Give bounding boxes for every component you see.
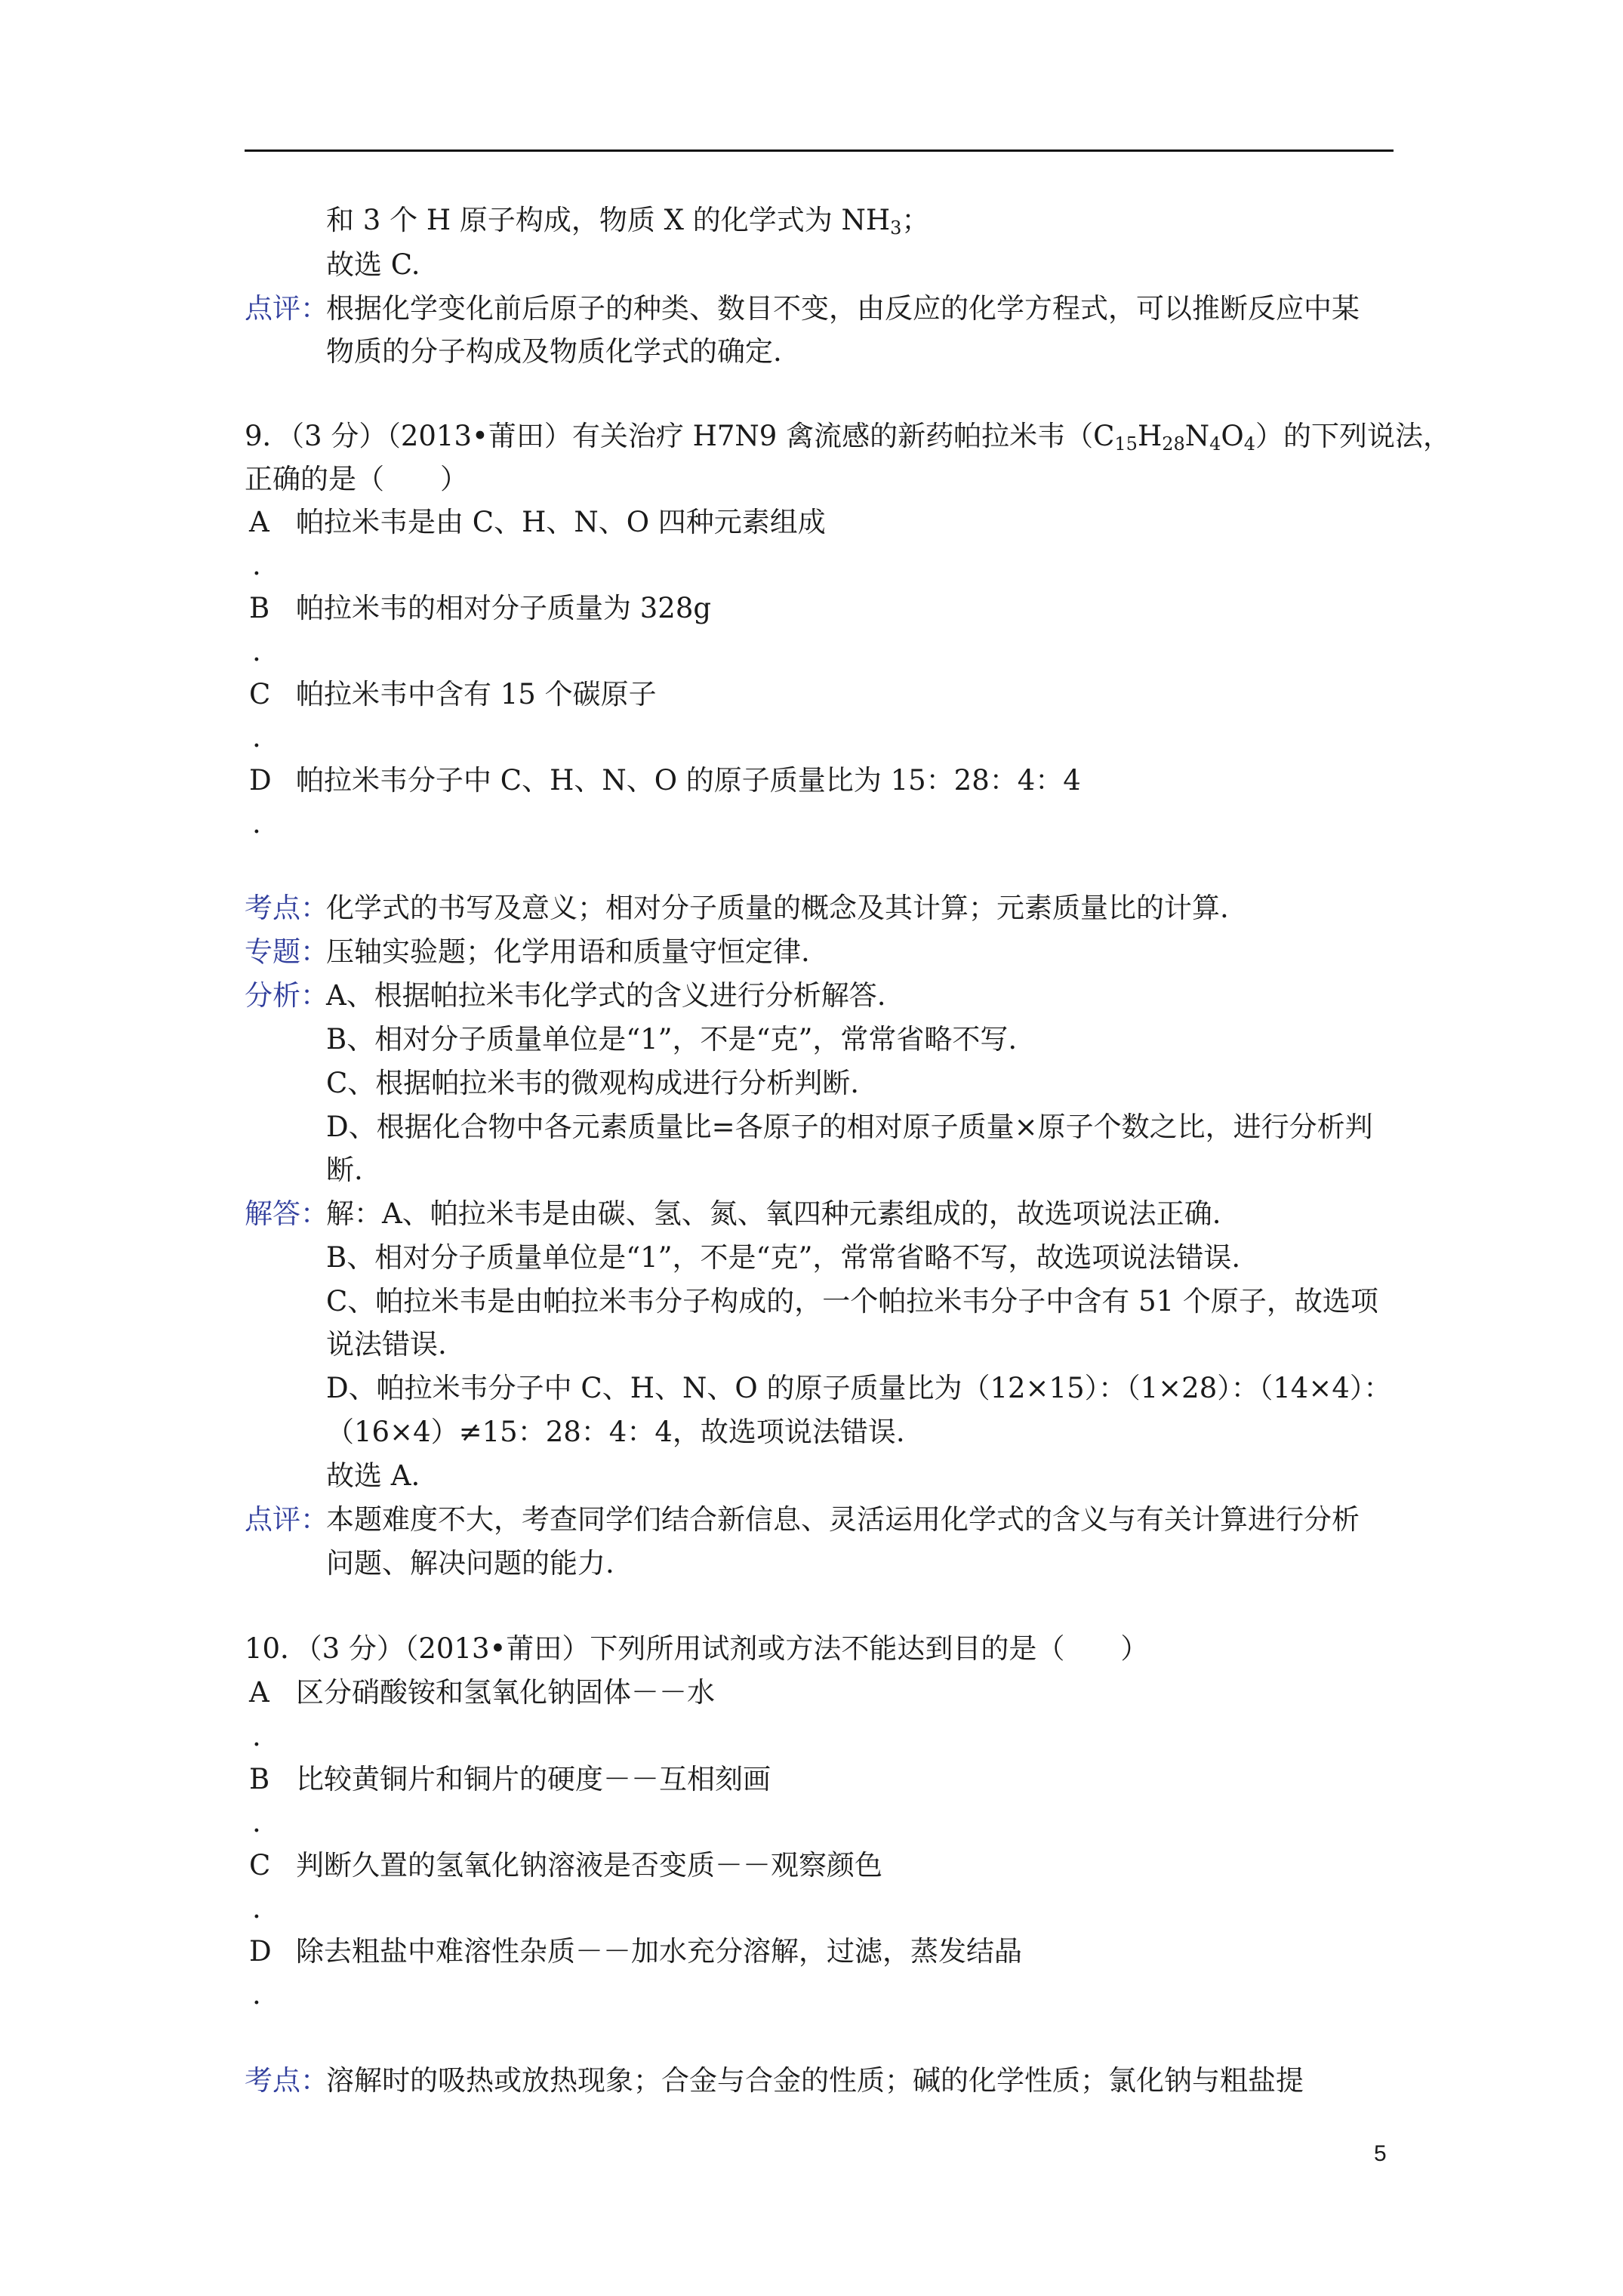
q10-option-b-text: 比较黄铜片和铜片的硬度－－互相刻画 bbox=[296, 1763, 771, 1795]
q9-kaodian-label: 考点： bbox=[245, 892, 328, 924]
q10-option-b-dot: . bbox=[252, 1806, 261, 1838]
q8-comment-line2: 物质的分子构成及物质化学式的确定. bbox=[326, 335, 782, 368]
q9-zhuanti: 压轴实验题；化学用语和质量守恒定律. bbox=[326, 935, 810, 968]
q9-fenxi-label: 分析： bbox=[245, 979, 328, 1012]
q10-kaodian: 溶解时的吸热或放热现象；合金与合金的性质；碱的化学性质；氯化钠与粗盐提 bbox=[326, 2064, 1304, 2097]
q9-jieda-line: （16×4）≠15：28：4：4，故选项说法错误. bbox=[326, 1416, 905, 1448]
q9-fenxi-line: A、根据帕拉米韦化学式的含义进行分析解答. bbox=[326, 979, 886, 1012]
q9-stem: 9．（3 分）（2013•莆田）有关治疗 H7N9 禽流感的新药帕拉米韦$(C_{15}H_{28}N_4O_4)$的下列说法， bbox=[245, 420, 1452, 455]
q9-zhuanti-label: 专题： bbox=[245, 935, 328, 968]
q9-fenxi-line: C、根据帕拉米韦的微观构成进行分析判断. bbox=[326, 1067, 860, 1099]
q8-choose: 故选 C. bbox=[326, 248, 420, 281]
q10-option-a-dot: . bbox=[252, 1720, 261, 1752]
q9-option-c-letter: C bbox=[249, 678, 271, 710]
q9-dianping-line: 问题、解决问题的能力. bbox=[326, 1547, 614, 1579]
q10-kaodian-label: 考点： bbox=[245, 2064, 328, 2097]
q10-option-d-letter: D bbox=[249, 1935, 272, 1968]
page-number: 5 bbox=[1374, 2141, 1387, 2166]
q8-comment-line1: 根据化学变化前后原子的种类、数目不变，由反应的化学方程式，可以推断反应中某 bbox=[326, 292, 1360, 325]
q10-option-b-letter: B bbox=[249, 1763, 270, 1795]
q9-jieda-line: 说法错误. bbox=[326, 1328, 447, 1361]
q9-option-c-dot: . bbox=[252, 721, 261, 754]
q9-jieda-line: D、帕拉米韦分子中 C、H、N、O 的原子质量比为（12×15）：（1×28）：（14×4）： bbox=[326, 1372, 1392, 1404]
q9-jieda-line: C、帕拉米韦是由帕拉米韦分子构成的，一个帕拉米韦分子中含有 51 个原子，故选项 bbox=[326, 1285, 1378, 1318]
q9-option-b-letter: B bbox=[249, 592, 270, 624]
q10-option-d-text: 除去粗盐中难溶性杂质－－加水充分溶解，过滤，蒸发结晶 bbox=[296, 1935, 1022, 1968]
q9-jieda-line: B、相对分子质量单位是“1”，不是“克”，常常省略不写，故选项说法错误. bbox=[326, 1241, 1241, 1274]
q9-jieda-line: 解：A、帕拉米韦是由碳、氢、氮、氧四种元素组成的，故选项说法正确. bbox=[326, 1197, 1221, 1230]
q9-option-c-text: 帕拉米韦中含有 15 个碳原子 bbox=[296, 678, 657, 710]
q9-fenxi-line: 断. bbox=[326, 1154, 363, 1186]
q9-option-d-dot: . bbox=[252, 807, 261, 840]
q10-option-c-letter: C bbox=[249, 1849, 271, 1881]
q10-option-c-dot: . bbox=[252, 1892, 261, 1925]
q9-option-a-letter: A bbox=[249, 506, 269, 538]
q10-stem: 10．（3 分）（2013•莆田）下列所用试剂或方法不能达到目的是（ ） bbox=[245, 1632, 1149, 1665]
q9-kaodian: 化学式的书写及意义；相对分子质量的概念及其计算；元素质量比的计算. bbox=[326, 892, 1229, 924]
q10-option-d-dot: . bbox=[252, 1978, 261, 2011]
q9-option-b-dot: . bbox=[252, 635, 261, 667]
q9-stem-line2: 正确的是（ ） bbox=[245, 463, 468, 495]
q9-dianping-label: 点评： bbox=[245, 1503, 328, 1536]
q9-option-a-text: 帕拉米韦是由 C、H、N、O 四种元素组成 bbox=[296, 506, 826, 538]
q9-option-b-text: 帕拉米韦的相对分子质量为 328g bbox=[296, 592, 712, 624]
q9-fenxi-line: B、相对分子质量单位是“1”，不是“克”，常常省略不写. bbox=[326, 1023, 1018, 1056]
q9-jieda-line: 故选 A. bbox=[326, 1459, 420, 1492]
q9-jieda-label: 解答： bbox=[245, 1197, 328, 1230]
q10-option-a-text: 区分硝酸铵和氢氧化钠固体－－水 bbox=[296, 1676, 715, 1709]
q8-comment-label: 点评： bbox=[245, 292, 328, 325]
header-rule bbox=[245, 149, 1394, 152]
q9-fenxi-line: D、根据化合物中各元素质量比=各原子的相对原子质量×原子个数之比，进行分析判 bbox=[326, 1111, 1373, 1143]
q9-option-d-text: 帕拉米韦分子中 C、H、N、O 的原子质量比为 15：28：4：4 bbox=[296, 764, 1081, 797]
q10-option-a-letter: A bbox=[249, 1676, 269, 1709]
q10-option-c-text: 判断久置的氢氧化钠溶液是否变质－－观察颜色 bbox=[296, 1849, 882, 1881]
q9-option-a-dot: . bbox=[252, 549, 261, 581]
q9-option-d-letter: D bbox=[249, 764, 272, 797]
q9-dianping-line: 本题难度不大，考查同学们结合新信息、灵活运用化学式的含义与有关计算进行分析 bbox=[326, 1503, 1360, 1536]
q8-answer-line: 和 3 个 H 原子构成，物质 X 的化学式为 $NH_3$； bbox=[326, 204, 930, 239]
